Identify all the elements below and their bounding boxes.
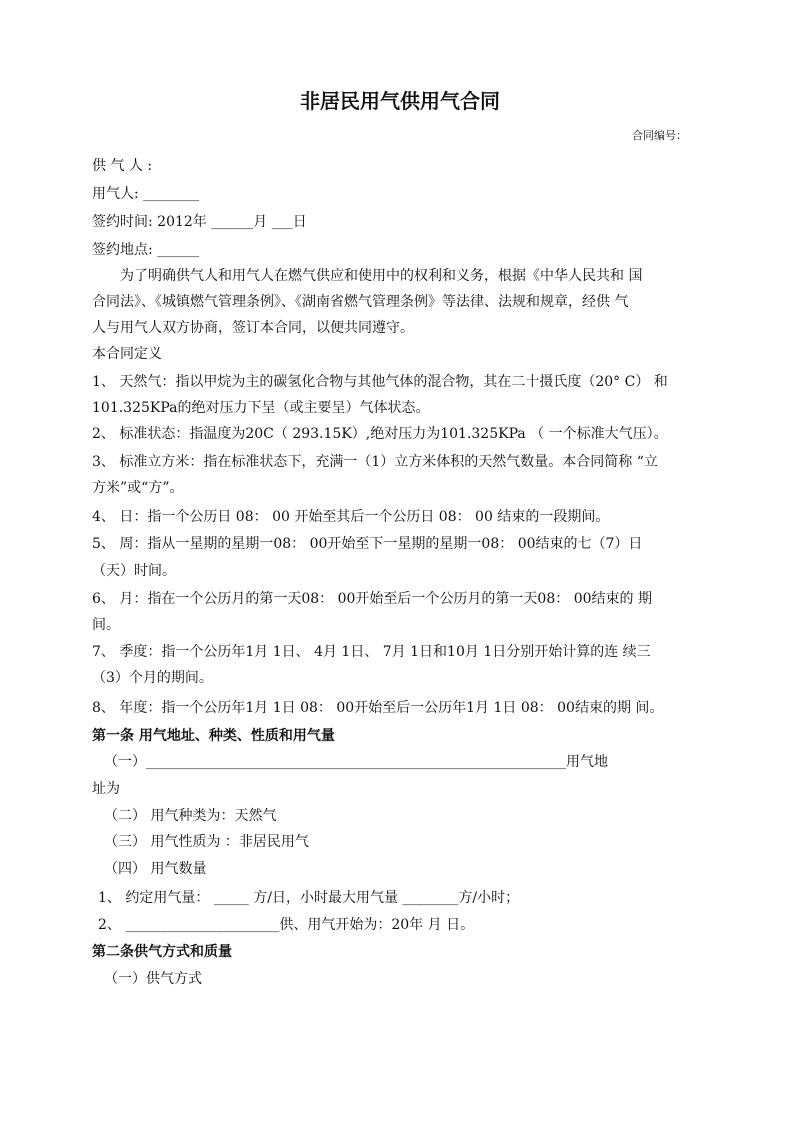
definition-7-line-1: 7、 季度：指一个公历年1月 1日、 4月 1日、 7月 1日和10月 1日分别开始计算的连 续三 <box>92 644 651 660</box>
definition-3-line-2: 方米”或“方”。 <box>92 480 184 496</box>
article-1-address-line-2: 址为 <box>92 781 120 797</box>
definition-4: 4、 日：指一个公历日 08： 00 开始至其后一个公历日 08： 00 结束的一段期间。 <box>92 509 610 525</box>
article-2-heading: 第二条供气方式和质量 <box>92 944 232 960</box>
quantity-item-1: 1、 约定用气量： _____ 方/日，小时最大用气量 ________方/小时； <box>98 890 520 906</box>
definition-7-line-2: （3）个月的期间。 <box>92 670 213 686</box>
definition-5-line-2: （天）时间。 <box>92 563 176 579</box>
article-1-gas-nature: （三） 用气性质为 ：非居民用气 <box>104 834 309 850</box>
article-1-address-line-1: （一）____________________________________________________________用气地 <box>104 754 608 770</box>
supplier-line: 供 气 人 : <box>92 158 153 174</box>
consumer-line: 用气人: ________ <box>92 186 200 202</box>
definition-1-line-2: 101.325KPa的绝对压力下呈（或主要呈）气体状态。 <box>92 400 430 416</box>
contract-number-label: 合同编号： <box>632 129 687 142</box>
definition-5-line-1: 5、 周：指从一星期的星期一08： 00开始至下一星期的星期一08： 00结束的七（7）日 <box>92 536 643 552</box>
definition-1-line-1: 1、 天然气：指以甲烷为主的碳氢化合物与其他气体的混合物，其在二十摄氏度（20° C） 和 <box>92 374 668 390</box>
article-1-gas-quantity: （四） 用气数量 <box>104 861 207 877</box>
document-title: 非居民用气供用气合同 <box>300 89 500 113</box>
sign-place-line: 签约地点: ______ <box>92 242 200 258</box>
sign-date-line: 签约时间: 2012年 ______月 ___日 <box>92 214 307 230</box>
definition-3-line-1: 3、 标准立方米：指在标准状态下，充满一（1）立方米体积的天然气数量。本合同简称 “立 <box>92 454 658 470</box>
preamble-line-1: 为了明确供气人和用气人在燃气供应和使用中的权利和义务，根据《中华人民共和 国 <box>120 268 643 284</box>
definition-8: 8、 年度：指一个公历年1月 1日 08： 00开始至后一公历年1月 1日 08： 00结束的期 间。 <box>92 700 664 716</box>
definition-2: 2、 标准状态：指温度为20C（ 293.15K）,绝对压力为101.325KPa （ 一个标准大气压）。 <box>92 426 668 442</box>
definitions-heading: 本合同定义 <box>92 346 162 362</box>
article-1-heading: 第一条 用气地址、种类、性质和用气量 <box>92 728 335 744</box>
article-2-supply-method: （一）供气方式 <box>104 971 202 987</box>
article-1-gas-type: （二） 用气种类为：天然气 <box>104 808 277 824</box>
quantity-item-2: 2、 ______________________供、用气开始为：20年 月 日。 <box>98 917 475 933</box>
preamble-line-2: 合同法》、《城镇燃气管理条例》、《湖南省燃气管理条例》等法律、法规和规章，经供 气 <box>92 294 629 310</box>
preamble-line-3: 人与用气人双方协商，签订本合同，以便共同遵守。 <box>92 320 414 336</box>
definition-6-line-2: 间。 <box>92 617 120 633</box>
definition-6-line-1: 6、 月：指在一个公历月的第一天08： 00开始至后一个公历月的第一天08： 00结束的 期 <box>92 591 652 607</box>
